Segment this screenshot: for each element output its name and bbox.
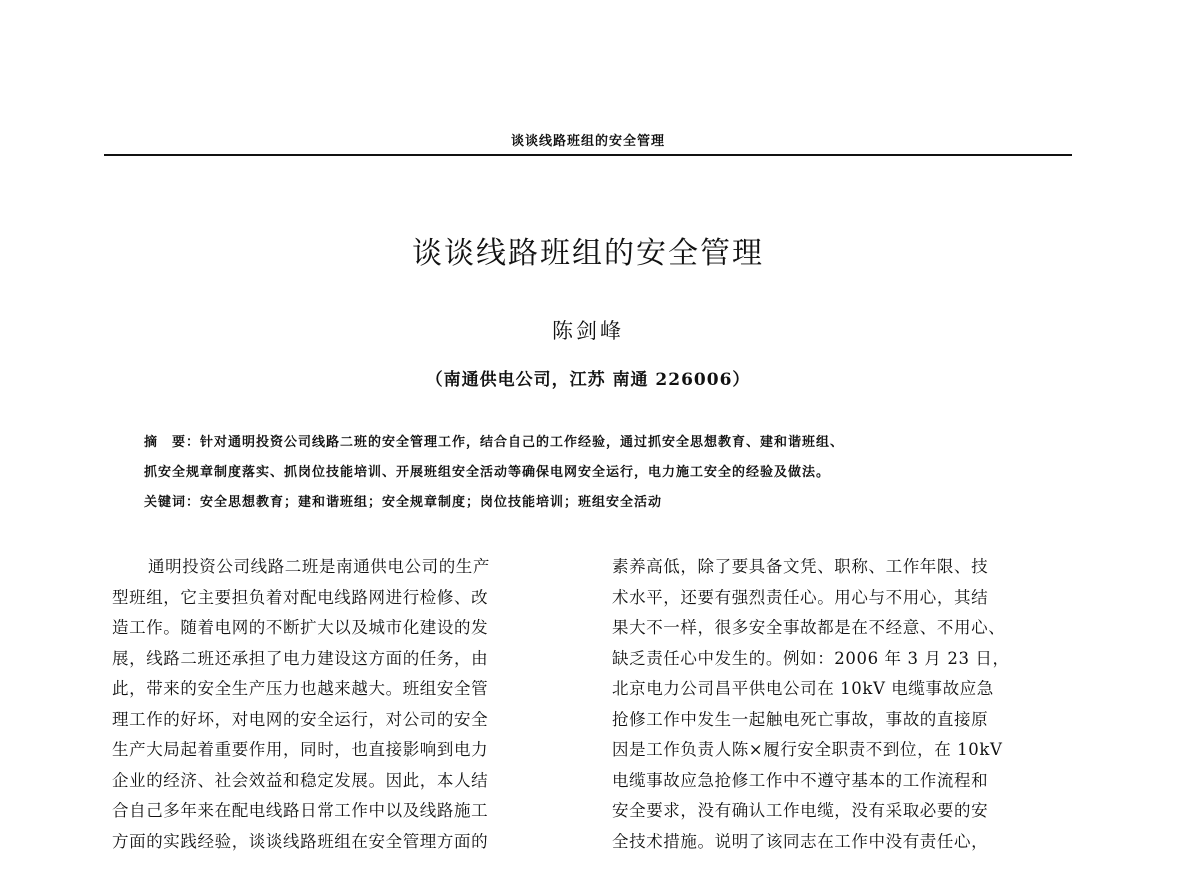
body-line: 展，线路二班还承担了电力建设这方面的任务，由 bbox=[112, 648, 489, 668]
body-line: 全技术措施。说明了该同志在工作中没有责任心， bbox=[612, 831, 989, 851]
body-line: 果大不一样，很多安全事故都是在不经意、不用心、 bbox=[612, 618, 1006, 637]
keywords-label: 关键词： bbox=[144, 495, 201, 510]
body-line: 生产大局起着重要作用，同时，也直接影响到电力 bbox=[112, 740, 489, 759]
keywords-text: 安全思想教育；建和谐班组；安全规章制度；岗位技能培训；班组安全活动 bbox=[200, 495, 663, 510]
body-line: 素养高低，除了要具备文凭、职称、工作年限、技 bbox=[612, 557, 989, 576]
header-rule bbox=[104, 154, 1072, 156]
abstract-block bbox=[144, 428, 1080, 518]
author-name: 陈剑峰 bbox=[552, 319, 624, 343]
body-line: 造工作。随着电网的不断扩大以及城市化建设的发 bbox=[112, 618, 489, 637]
body-column-right bbox=[612, 552, 1080, 857]
abstract-text-1: 针对通明投资公司线路二班的安全管理工作，结合自己的工作经验，通过抓安全思想教育、建和谐班组、 bbox=[200, 435, 845, 450]
abstract-line-1 bbox=[144, 428, 1080, 458]
abstract-text-2: 抓安全规章制度落实、抓岗位技能培训、开展班组安全活动等确保电网安全运行，电力施工安全的经验及做法。 bbox=[144, 465, 831, 480]
author-affiliation: （南通供电公司，江苏 南通 226006） bbox=[425, 370, 751, 390]
body-line: 理工作的好坏，对电网的安全运行，对公司的安全 bbox=[112, 709, 489, 729]
body-line: 通明投资公司线路二班是南通供电公司的生产 bbox=[148, 557, 490, 576]
abstract-line-2 bbox=[144, 458, 1080, 488]
article-title: 谈谈线路班组的安全管理 bbox=[412, 236, 764, 271]
body-line: 方面的实践经验，谈谈线路班组在安全管理方面的 bbox=[112, 831, 489, 851]
body-line: 电缆事故应急抢修工作中不遵守基本的工作流程和 bbox=[612, 770, 989, 790]
running-header: 谈谈线路班组的安全管理 bbox=[510, 134, 665, 149]
body-line: 术水平，还要有强烈责任心。用心与不用心，其结 bbox=[612, 587, 989, 607]
body-line: 此，带来的安全生产压力也越来越大。班组安全管 bbox=[112, 679, 489, 698]
body-line: 安全要求，没有确认工作电缆，没有采取必要的安 bbox=[612, 801, 989, 820]
body-line: 型班组，它主要担负着对配电线路网进行检修、改 bbox=[112, 587, 489, 607]
body-line: 合自己多年来在配电线路日常工作中以及线路施工 bbox=[112, 801, 489, 820]
body-column-left bbox=[112, 552, 582, 857]
keywords-line bbox=[144, 488, 1080, 518]
body-line: 因是工作负责人陈×履行安全职责不到位，在 10kV bbox=[612, 740, 1003, 759]
body-line: 缺乏责任心中发生的。例如：2006 年 3 月 23 日， bbox=[612, 648, 1010, 668]
body-line: 抢修工作中发生一起触电死亡事故，事故的直接原 bbox=[612, 709, 989, 729]
body-line: 企业的经济、社会效益和稳定发展。因此，本人结 bbox=[112, 770, 489, 790]
body-line: 北京电力公司昌平供电公司在 10kV 电缆事故应急 bbox=[612, 679, 994, 698]
abstract-label: 摘 要： bbox=[144, 435, 201, 450]
